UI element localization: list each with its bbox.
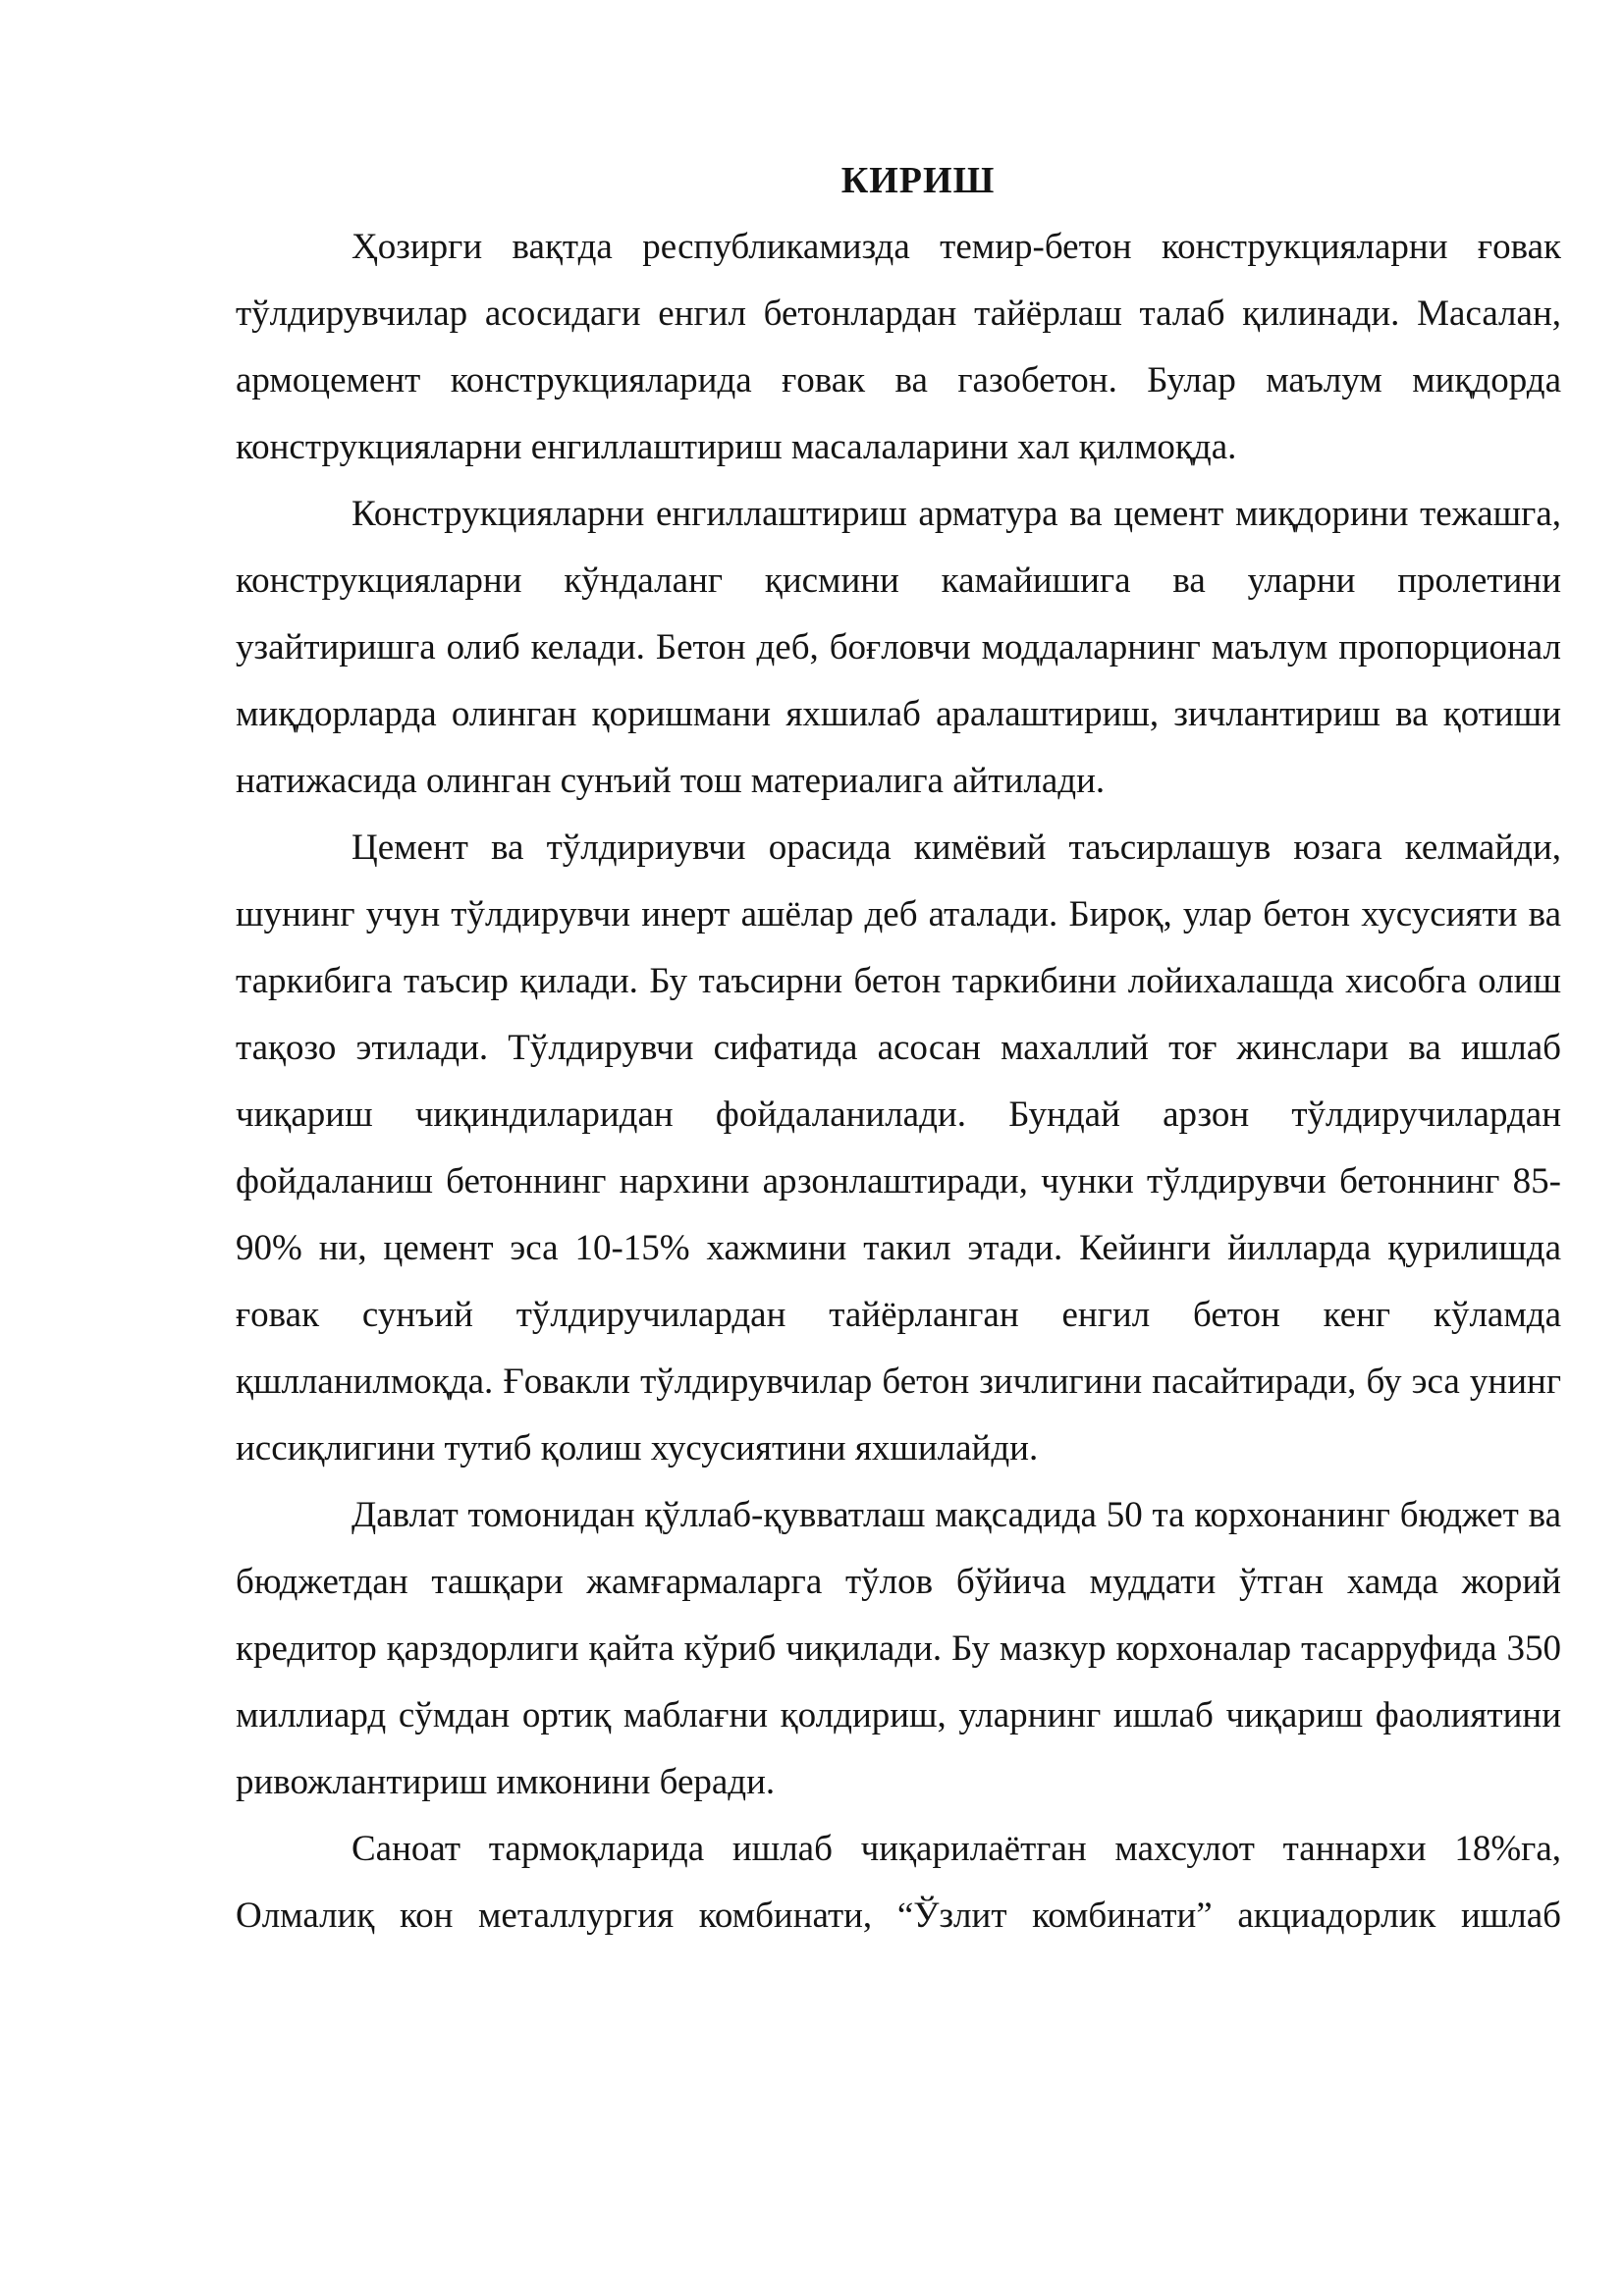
paragraph-1: Ҳозирги вақтда республикамизда темир-бетон конструкцияларни ғовак тўлдирувчилар асосидаги енгил бетонлардан тайёрлаш талаб қилинади. Масалан, армоцемент конструкцияларида ғовак ва газобетон. Булар маълум миқдорда конструкцияларни енгиллаштириш масалаларини хал қилмоқда. xyxy=(236,227,1561,467)
paragraph-3: Цемент ва тўлдириувчи орасида кимёвий таъсирлашув юзага келмайди, шунинг учун тўлдирувчи инерт ашёлар деб аталади. Бироқ, улар бетон хусусияти ва таркибига таъсир қилади. Бу таъсирни бетон таркибини лойихалашда хисобга олиш тақозо этилади. Тўлдирувчи сифатида асосан махаллий тоғ жинслари ва ишлаб чиқариш чиқиндиларидан фойдаланилади. Бундай арзон тўлдиручилардан фойдаланиш бетоннинг нархини арзонлаштиради, чунки тўлдирувчи бетоннинг 85-90% ни, цемент эса 10-15% хажмини такил этади. Кейинги йилларда қурилишда ғовак сунъий тўлдиручилардан тайёрланган енгил бетон кенг кўламда қшлланилмоқда. Ғовакли тўлдирувчилар бетон зичлигини пасайтиради, бу эса унинг иссиқлигини тутиб қолиш хусусиятини яхшилайди. xyxy=(236,828,1561,1468)
page-title: КИРИШ xyxy=(840,160,996,201)
paragraph-2: Конструкцияларни енгиллаштириш арматура ва цемент миқдорини тежашга, конструкцияларни кўндаланг қисмини камайишига ва уларни пролетини узайтиришга олиб келади. Бетон деб, боғловчи моддаларнинг маълум пропорционал миқдорларда олинган қоришмани яхшилаб аралаштириш, зичлантириш ва қотиши натижасида олинган сунъий тош материалига айтилади. xyxy=(236,494,1561,801)
paragraph-5: Саноат тармоқларида ишлаб чиқарилаётган махсулот таннархи 18%га, Олмалиқ кон металлургия комбинати, “Ўзлит комбинати” акциадорлик ишлаб xyxy=(236,1829,1561,1936)
document-page xyxy=(236,147,1561,1949)
paragraph-4: Давлат томонидан қўллаб-қувватлаш мақсадида 50 та корхонанинг бюджет ва бюджетдан ташқари жамғармаларга тўлов бўйича муддати ўтган хамда жорий кредитор қарздорлиги қайта кўриб чиқилади. Бу мазкур корхоналар тасарруфида 350 миллиард сўмдан ортиқ маблағни қолдириш, уларнинг ишлаб чиқариш фаолиятини ривожлантириш имконини беради. xyxy=(236,1495,1561,1802)
